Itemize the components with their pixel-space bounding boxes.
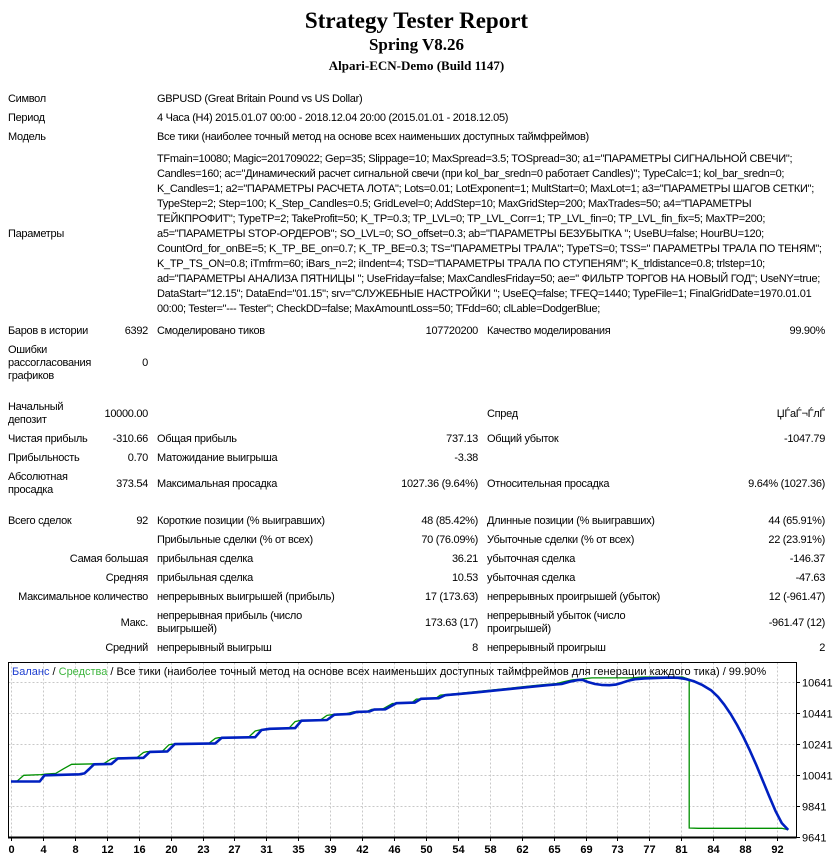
report-cell: Общая прибыль <box>157 433 237 445</box>
report-cell: убыточная сделка <box>487 572 576 584</box>
x-axis-label: 84 <box>707 844 720 856</box>
period-value: 4 Часа (H4) 2015.01.07 00:00 - 2018.12.04 20:00 (2015.01.01 - 2018.12.05) <box>157 112 509 124</box>
table-row <box>8 322 825 341</box>
report-cell: 17 (173.63) <box>425 591 478 603</box>
x-axis-label: 35 <box>292 844 305 856</box>
parameters-label: Параметры <box>8 228 64 240</box>
report-table <box>8 90 825 658</box>
report-cell: -310.66 <box>112 433 148 445</box>
report-cell: Короткие позиции (% выигравших) <box>157 515 325 527</box>
report-cell: убыточная сделка <box>487 553 576 565</box>
report-cell: 173.63 (17) <box>425 616 478 629</box>
model-label: Модель <box>8 131 46 143</box>
table-row <box>8 588 825 607</box>
server-build: Alpari-ECN-Demo (Build 1147) <box>328 58 505 73</box>
report-cell: 92 <box>136 515 148 527</box>
report-title: Strategy Tester Report <box>304 8 529 33</box>
balance-chart <box>0 662 833 863</box>
report-cell: Начальный депозит <box>8 401 64 426</box>
report-cell: прибыльная сделка <box>157 553 253 565</box>
symbol-label: Символ <box>8 93 46 105</box>
report-cell: Прибыльность <box>8 452 80 464</box>
report-cell: 10000.00 <box>104 407 148 420</box>
report-cell: Самая большая <box>69 553 148 565</box>
report-cell: -3.38 <box>454 452 478 464</box>
report-cell: Спред <box>487 407 518 420</box>
table-row <box>8 531 825 550</box>
x-axis-label: 73 <box>611 844 624 856</box>
report-cell: 44 (65.91%) <box>768 515 826 527</box>
x-axis-label: 58 <box>484 844 497 856</box>
report-cell: 48 (85.42%) <box>421 515 478 527</box>
x-axis-label: 23 <box>197 844 210 856</box>
report-cell: -961.47 (12) <box>768 616 826 629</box>
table-row <box>8 90 825 109</box>
table-row <box>8 147 825 322</box>
x-axis-label: 39 <box>324 844 337 856</box>
plot-border <box>9 663 797 838</box>
x-axis-label: 16 <box>133 844 146 856</box>
table-row <box>8 109 825 128</box>
parameters-value: TFmain=10080; Magic=201709022; Gep=35; Slippage=10; MaxSpread=3.5; TOSpread=30; a1="ПАРАМЕТРЫ СИГНАЛЬНОЙ СВЕЧИ"; Candles=160; ac="Динамический расчет сигнальной свечи (при kol_bar_sredn=0 работает Candles)"; TypeCalc=1; kol_bar_sredn=0; K_Candles=1; a2="ПАРАМЕТРЫ РАСЧЕТА ЛОТА"; Lots=0.01; LotExponent=1; MultStart=0; MaxLot=1; a3="ПАРАМЕТРЫ ШАГОВ СЕТКИ"; TypeStep=2; Step=100; K_Step_Candles=0.5; GridLevel=0; AddStep=10; MaxGridStep=200; MaxTrades=50; a4="ПАРАМЕТРЫ ТЕЙКПРОФИТ"; TypeTP=2; TakeProfit=50; K_TP=0.3; TP_LVL=0; TP_LVL_Corr=1; TP_LVL_fin=0; TP_LVL_fin_fix=5; MaxTP=200; a5="ПАРАМЕТРЫ STOP-ОРДЕРОВ"; SO_LVL=0; SO_offset=0.3; ab="ПАРАМЕТРЫ БЕЗУБЫТКА "; UseBU=false; HourBU=120; CountOrd_for_onBE=5; K_TP_BE_on=0.7; K_TP_BE=0.3; TS="ПАРАМЕТРЫ ТРАЛА"; TypeTS=0; TSS=" ПАРАМЕТРЫ ТРАЛА ПО ТЕНЯМ"; K_TP_TS_ON=0.8; iTmfrm=60; iBars_n=2; iIndent=4; TSD="ПАРАМЕТРЫ ТРАЛА ПО СТУПЕНЯМ"; K_trldistance=0.8; trlstep=10; ad="ПАРАМЕТРЫ АНАЛИЗА ПЯТНИЦЫ "; UseFriday=false; MaxCandlesFriday=50; ae=" ФИЛЬТР ТОРГОВ НА НОВЫЙ ГОД"; UseNY=true; DataStart="12.15"; DataEnd="01.15"; srv="СЛУЖЕБНЫЕ НАСТРОЙКИ "; UseEQ=false; TFEQ=1440; TypeFile=1; FinalGridDate=1970.01.01 00:00; Tester="--- Tester"; CheckDD=false; MaxAmountLoss=50; TFdd=60; clLable=DodgerBlue; <box>157 153 822 315</box>
report-cell <box>478 449 825 468</box>
x-axis-label: 65 <box>548 844 561 856</box>
table-row <box>8 512 825 531</box>
x-axis-label: 12 <box>101 844 114 856</box>
x-axis-label: 54 <box>452 844 465 856</box>
report-cell: 8 <box>472 642 478 654</box>
report-cell: -47.63 <box>795 572 826 584</box>
report-cell: Абсолютная просадка <box>8 471 68 496</box>
report-cell: -146.37 <box>789 553 826 565</box>
table-row <box>8 550 825 569</box>
report-cell: 12 (-961.47) <box>768 591 826 603</box>
x-axis-label: 62 <box>516 844 529 856</box>
x-axis-label: 92 <box>771 844 784 856</box>
x-axis-label: 46 <box>388 844 401 856</box>
report-cell: Прибыльные сделки (% от всех) <box>157 534 313 546</box>
report-cell: 373.54 <box>116 477 148 490</box>
report-cell: Средний <box>105 642 148 654</box>
y-axis-label: 9841 <box>802 801 827 814</box>
report-cell: непрерывный выигрыш <box>157 642 272 654</box>
spacer-row <box>8 500 825 512</box>
ea-name: Spring V8.26 <box>368 35 465 54</box>
report-cell: Длинные позиции (% выигравших) <box>487 515 655 527</box>
y-axis-label: 9641 <box>802 832 827 845</box>
y-axis-label: 10441 <box>802 708 833 721</box>
report-cell: 107720200 <box>425 325 478 337</box>
report-cell <box>8 531 148 550</box>
report-cell: непрерывный убыток (число проигрышей) <box>487 610 626 635</box>
report-cell <box>148 398 478 430</box>
x-axis-label: 0 <box>8 844 15 856</box>
report-cell: Максимальное количество <box>18 591 148 603</box>
table-row <box>8 341 825 386</box>
x-axis-label: 50 <box>420 844 433 856</box>
report-cell: 2 <box>819 642 826 654</box>
report-cell: Матожидание выигрыша <box>157 452 278 464</box>
y-axis-label: 10041 <box>802 770 833 783</box>
x-axis-label: 27 <box>228 844 241 856</box>
period-label: Период <box>8 112 45 124</box>
report-cell: прибыльная сделка <box>157 572 253 584</box>
report-header <box>0 8 833 74</box>
spacer-row <box>8 386 825 398</box>
chart-legend: Баланс / Средства / Все тики (наиболее точный метод на основе всех наименьших доступных таймфреймов для генерации каждого тика) / 99.90% <box>12 666 767 678</box>
report-cell: Относительная просадка <box>487 477 610 490</box>
report-cell: 70 (76.09%) <box>421 534 478 546</box>
x-axis-label: 20 <box>165 844 178 856</box>
balance-line <box>11 678 788 830</box>
table-row <box>8 468 825 500</box>
report-cell: Баров в истории <box>8 325 88 337</box>
report-cell: Средняя <box>105 572 148 584</box>
report-cell: -1047.79 <box>783 433 826 445</box>
report-cell: 99.90% <box>789 325 826 337</box>
report-cell: 0.70 <box>127 452 148 464</box>
model-value: Все тики (наиболее точный метод на основе всех наименьших доступных таймфреймов) <box>157 131 589 143</box>
table-row <box>8 128 825 147</box>
x-axis-label: 42 <box>356 844 369 856</box>
table-row <box>8 430 825 449</box>
balance-chart-svg <box>0 662 833 860</box>
report-cell: непрерывных проигрышей (убыток) <box>487 591 661 603</box>
report-cell <box>148 341 825 386</box>
report-cell: 36.21 <box>451 553 478 565</box>
report-cell: непрерывная прибыль (число выигрышей) <box>157 610 302 635</box>
report-cell: 6392 <box>124 325 148 337</box>
report-cell: Общий убыток <box>487 433 559 445</box>
report-cell: непрерывный проигрыш <box>487 642 606 654</box>
report-cell: 1027.36 (9.64%) <box>401 477 478 490</box>
x-axis-label: 31 <box>260 844 273 856</box>
x-axis-label: 8 <box>72 844 79 856</box>
report-cell: Всего сделок <box>8 515 72 527</box>
y-axis-label: 10641 <box>802 677 833 690</box>
report-cell: Смоделировано тиков <box>157 325 265 337</box>
report-cell: Чистая прибыль <box>8 433 88 445</box>
report-cell: Макс. <box>120 616 148 629</box>
equity-line <box>11 677 788 830</box>
report-cell: 737.13 <box>446 433 478 445</box>
report-cell: ЏЃаЃ¬ЃлЃ <box>776 407 826 420</box>
table-row <box>8 639 825 658</box>
symbol-value: GBPUSD (Great Britain Pound vs US Dollar) <box>157 93 363 105</box>
table-row <box>8 569 825 588</box>
table-row <box>8 449 825 468</box>
x-axis-label: 69 <box>580 844 593 856</box>
report-cell: 9.64% (1027.36) <box>748 477 826 490</box>
report-cell: 10.53 <box>451 572 478 584</box>
report-cell: 0 <box>142 357 148 369</box>
strategy-tester-report-page <box>0 8 833 856</box>
report-cell: Убыточные сделки (% от всех) <box>487 534 635 546</box>
y-axis-label: 10241 <box>802 739 833 752</box>
table-row <box>8 607 825 639</box>
table-row <box>8 398 825 430</box>
x-axis-label: 81 <box>675 844 688 856</box>
report-cell: Максимальная просадка <box>157 477 278 490</box>
x-axis-label: 4 <box>40 844 47 856</box>
x-axis-label: 88 <box>739 844 752 856</box>
report-cell: 22 (23.91%) <box>768 534 826 546</box>
x-axis-label: 77 <box>643 844 656 856</box>
report-cell: непрерывных выигрышей (прибыль) <box>157 591 335 603</box>
report-cell: Ошибки рассогласования графиков <box>8 344 92 382</box>
report-cell: Качество моделирования <box>487 325 611 337</box>
